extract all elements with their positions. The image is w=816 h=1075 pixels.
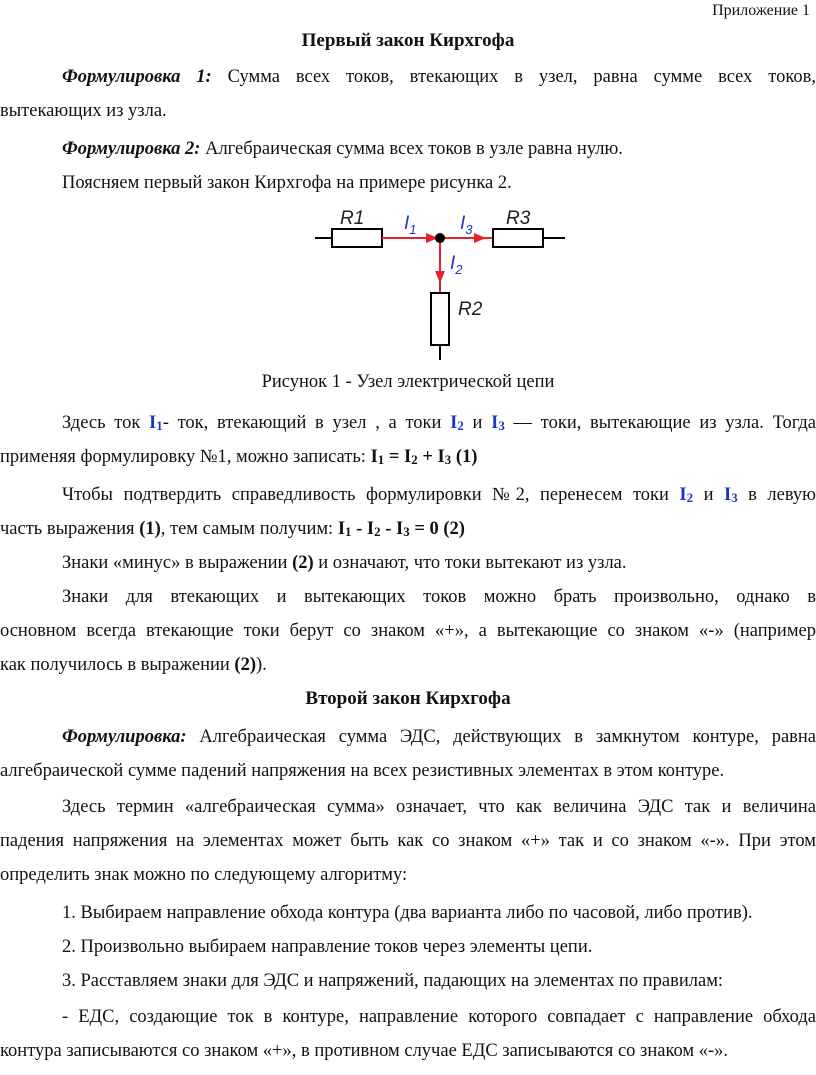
- law2-formulation-label: Формулировка:: [62, 727, 187, 747]
- label-i2: $I_2$: [450, 253, 463, 277]
- law2-formulation-line2: алгебраической сумме падений напряжения на всех резистивных элементах в этом контуре.: [0, 761, 725, 781]
- para3: Знаки «минус» в выражении (2) и означают, что токи вытекают из узла.: [62, 553, 627, 573]
- law2-formulation-line1: Формулировка: Алгебраическая сумма ЭДС, действующих в замкнутом контуре, равна: [62, 727, 816, 747]
- formulation1-text: Сумма всех токов, втекающих в узел, равна сумме всех токов,: [211, 67, 816, 87]
- para1-line1: Здесь ток $I_1-$ ток, втекающий в узел , а токи $I_2$ и $I_3$ — токи, вытекающие из узла. Тогда: [62, 413, 816, 433]
- para2-line2: часть выражения (1), тем самым получим: $I_1 - I_2 - I_3 = 0$ (2): [0, 519, 465, 539]
- resistor-r3: [493, 229, 543, 247]
- law2-term-line1: Здесь термин «алгебраическая сумма» означает, что как величина ЭДС так и величина: [62, 797, 816, 817]
- law2-term-line3: определить знак можно по следующему алгоритму:: [0, 865, 408, 885]
- label-r2: R2: [458, 299, 483, 320]
- equation-1: $I_1 = I_2 + I_3$ (1): [370, 447, 478, 467]
- circuit-node-diagram: [310, 205, 570, 365]
- resistor-r1: [332, 229, 382, 247]
- law2-term-line2: падения напряжения на элементах может быть как со знаком «+» так и со знаком «-». При этом: [0, 831, 816, 851]
- equation-2: $I_1 - I_2 - I_3 = 0$ (2): [337, 519, 465, 539]
- appendix-label: Приложение 1: [712, 2, 810, 19]
- para2-line1: Чтобы подтвердить справедливость формулировки №2, перенесем токи $I_2$ и $I_3$ в левую: [62, 485, 816, 505]
- figure-caption: Рисунок 1 - Узел электрической цепи: [261, 372, 555, 392]
- label-i3: $I_3$: [460, 213, 473, 237]
- law2-step2: 2. Произвольно выбираем направление токов через элементы цепи.: [62, 937, 593, 957]
- formulation2-text: Алгебраическая сумма всех токов в узле равна нулю.: [200, 139, 623, 159]
- label-r3: R3: [506, 208, 531, 229]
- law2-rule-line2: контура записываются со знаком «+», в противном случае ЕДС записываются со знаком «-».: [0, 1041, 729, 1061]
- para4-line3: как получилось в выражении (2)).: [0, 655, 267, 675]
- arrow-i2-icon: [435, 271, 445, 283]
- resistor-r2: [431, 293, 449, 345]
- label-r1: R1: [340, 208, 365, 229]
- law1-formulation2: [0, 132, 816, 166]
- node-dot: [435, 233, 445, 243]
- law2-title: Второй закон Кирхгофа: [305, 688, 511, 709]
- law1-explain: Поясняем первый закон Кирхгофа на примере рисунка 2.: [62, 173, 512, 193]
- para4-line2: основном всегда втекающие токи берут со знаком «+», а вытекающие со знаком «-» (например: [0, 621, 816, 641]
- formulation2-label: Формулировка 2:: [62, 139, 201, 159]
- arrow-i3-icon: [474, 233, 486, 243]
- law1-formulation1-line1: [0, 60, 816, 94]
- law2-rule-line1: - ЕДС, создающие ток в контуре, направление которого совпадает с направление обхода: [62, 1007, 816, 1027]
- label-i1: $I_1$: [404, 213, 417, 237]
- law2-step3: 3. Расставляем знаки для ЭДС и напряжений, падающих на элементах по правилам:: [62, 971, 724, 991]
- law1-title: Первый закон Кирхгофа: [301, 30, 515, 51]
- para1-line2: применяя формулировку №1, можно записать: $I_1 = I_2 + I_3$ (1): [0, 447, 478, 467]
- law2-step1: 1. Выбираем направление обхода контура (два варианта либо по часовой, либо против).: [62, 903, 753, 923]
- law1-formulation1-line2: вытекающих из узла.: [0, 101, 167, 121]
- formulation1-label: Формулировка 1:: [62, 67, 212, 87]
- para4-line1: Знаки для втекающих и вытекающих токов можно брать произвольно, однако в: [62, 587, 816, 607]
